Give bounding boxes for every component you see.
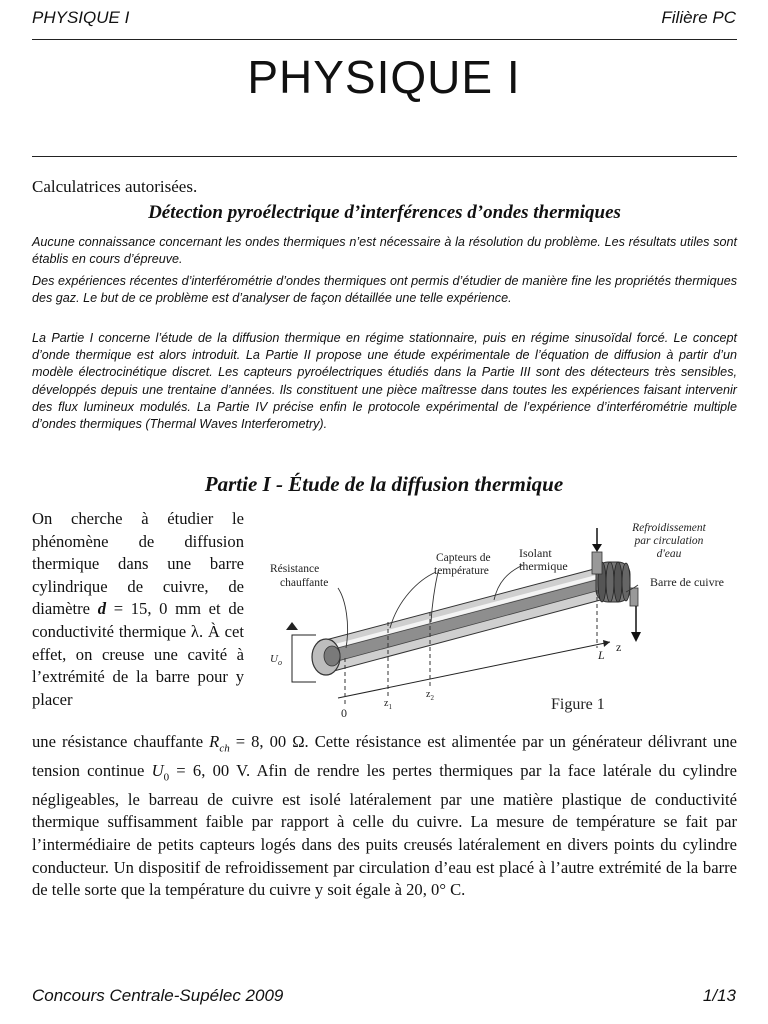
header-rule — [32, 39, 737, 40]
part-heading: Partie I - Étude de la diffusion thermique — [204, 472, 564, 496]
header-track: Filière PC — [661, 8, 736, 27]
footer-contest: Concours Centrale-Supélec 2009 — [32, 986, 284, 1005]
calculator-note: Calculatrices autorisées. — [32, 177, 198, 196]
body-text: . Afin de rendre les pertes thermiques par la face latérale du cylindre négligeables, le barreau de cuivre est isolé latéralement par une matière plastique de conductivité thermique suffisamment faible par rapport à celle du cuivre. La mesure de température se fait par l’intermédiaire de petits capteurs logés dans des puits creusés latéralement en divers points du cylindre conducteur. Un dispositif de refroidissement par circulation d’eau est placé à l’autre extrémité de la barre de telle sorte que la température du cuivre y soit égale à — [32, 760, 737, 900]
generator-wiring — [286, 622, 316, 682]
body-text: . Cette résistance est alimentée par un générateur délivrant une tension continue — [32, 732, 737, 780]
u-symbol: U — [151, 760, 164, 780]
copper-core — [330, 580, 600, 662]
label-cooling: d'eau — [656, 548, 682, 560]
label-axis: z — [616, 640, 622, 654]
temp-value: 20, 0° C — [406, 880, 462, 900]
page-number: 1/13 — [702, 986, 736, 1005]
z1-symbol: z — [384, 698, 389, 709]
label-sensors: température — [434, 565, 489, 577]
r-symbol: R — [209, 732, 220, 751]
r-subscript: ch — [219, 742, 230, 755]
intro-paragraph-1: Aucune connaissance concernant les ondes thermiques n’est nécessaire à la résolution du problème. Les résultats utiles sont établis en cours d’épreuve. — [32, 235, 737, 267]
label-copper-bar: Barre de cuivre — [650, 575, 724, 589]
cooling-coil — [592, 552, 638, 606]
problem-title: Détection pyroélectrique d’interférences d’ondes thermiques — [148, 202, 621, 223]
body-text: une résistance chauffante — [32, 732, 210, 751]
label-resistance: Résistance — [270, 563, 320, 575]
body-text: . À cet effet, on creuse une cavité à l’extrémité de la barre pour y placer — [32, 621, 244, 709]
figure-1-diagram — [258, 510, 738, 725]
z1-subscript: 1 — [388, 703, 392, 711]
z2-subscript: 2 — [430, 694, 434, 702]
label-length: L — [598, 648, 605, 662]
label-z2 — [426, 689, 434, 702]
label-resistance: chauffante — [280, 577, 329, 589]
title-rule — [32, 156, 737, 157]
body-text: et de conductivité thermique — [32, 599, 244, 641]
lambda-symbol: λ — [190, 621, 199, 641]
label-cooling: Refroidissement — [632, 522, 706, 534]
label-u0 — [270, 653, 282, 667]
label-origin: 0 — [341, 706, 347, 720]
u0-symbol: U — [270, 653, 278, 665]
u-value: = 6, 00 V — [169, 760, 246, 780]
body-text: . — [461, 880, 466, 900]
label-z1 — [384, 698, 392, 711]
intro-paragraph-2: Des expériences récentes d’interférométrie d’ondes thermiques ont permis d’étudier de manière fine les propriétés thermiques des gaz. Le but de ce problème est d’analyser de façon détaillée une telle expérience. — [32, 274, 737, 306]
heating-cavity — [312, 639, 340, 675]
water-in-arrow — [592, 528, 602, 552]
body-paragraph-full — [32, 731, 737, 902]
label-insulator: Isolant — [519, 546, 552, 560]
figure-caption: Figure 1 — [551, 696, 605, 713]
u-subscript: 0 — [163, 771, 170, 784]
body-paragraph-wrapped — [32, 508, 244, 711]
page-title: PHYSIQUE I — [247, 51, 521, 103]
label-sensors: Capteurs de — [436, 552, 491, 564]
label-insulator: thermique — [519, 559, 568, 573]
body-text: On cherche à étudier le phénomène de diffusion thermique dans une barre cylindrique de cuivre, de diamètre — [32, 509, 244, 619]
z2-symbol: z — [426, 689, 431, 700]
intro-paragraph-3: La Partie I concerne l’étude de la diffusion thermique en régime stationnaire, puis en régime sinusoïdal forcé. Le concept d’onde thermique est alors introduit. La Partie II propose une étude expérimentale de l’équation de diffusion à partir d’un modèle électrocinétique discret. Les capteurs pyroélectriques étudiés dans la Partie III sont des détecteurs très sensibles, développés depuis une trentaine d’années. Ils constituent une pièce maîtresse dans toutes les expériences faisant intervenir des flux lumineux modulés. La Partie IV précise enfin le protocole expérimental de l’expérience d’interférométrie multiple d’ondes thermiques (Thermal Waves Interferometry). — [32, 331, 737, 432]
header-subject: PHYSIQUE I — [32, 8, 130, 27]
d-value: = 15, 0 mm — [106, 599, 201, 619]
d-symbol: d — [97, 599, 107, 619]
label-cooling: par circulation — [634, 535, 704, 547]
water-out-arrow — [631, 606, 641, 642]
r-value: = 8, 00 Ω — [229, 732, 305, 751]
u0-subscript: o — [277, 658, 282, 667]
